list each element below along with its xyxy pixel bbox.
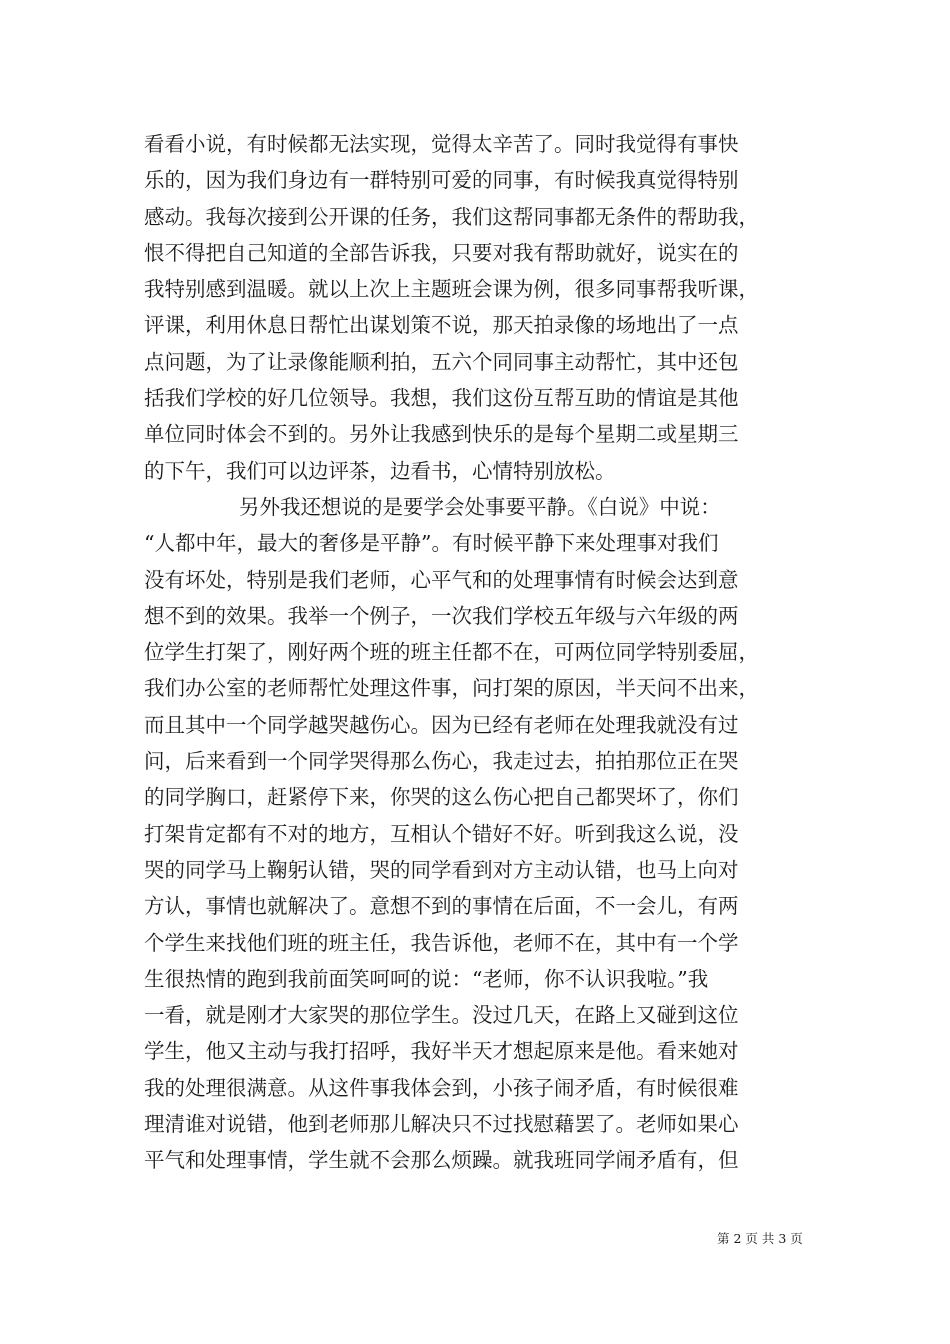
text-line: 位学生打架了，刚好两个班的班主任都不在，可两位同学特别委屈， [144,640,759,665]
text-line: 平气和处理事情，学生就不会那么烦躁。就我班同学闹矛盾有，但 [144,1148,739,1173]
text-line: 评课，利用休息日帮忙出谋划策不说，那天拍录像的场地出了一点 [144,313,739,338]
text-line: 个学生来找他们班的班主任，我告诉他，老师不在，其中有一个学 [144,930,739,955]
text-line: 我特别感到温暖。就以上次上主题班会课为例，很多同事帮我听课， [144,277,759,302]
text-line: “人都中年，最大的奢侈是平静”。有时候平静下来处理事对我们 [144,531,719,556]
text-line: 恨不得把自己知道的全部告诉我，只要对我有帮助就好，说实在的 [144,240,739,265]
text-line: 我的处理很满意。从这件事我体会到，小孩子闹矛盾，有时候很难 [144,1075,739,1100]
text-line: 学生，他又主动与我打招呼，我好半天才想起原来是他。看来她对 [144,1039,739,1064]
text-line: 理清谁对说错，他到老师那儿解决只不过找慰藉罢了。老师如果心 [144,1112,739,1137]
text-line: 生很热情的跑到我前面笑呵呵的说：“老师，你不认识我啦。”我 [144,966,709,991]
text-line: 一看，就是刚才大家哭的那位学生。没过几天，在路上又碰到这位 [144,1003,739,1028]
text-line: 乐的，因为我们身边有一群特别可爱的同事，有时候我真觉得特别 [144,168,739,193]
text-line: 看看小说，有时候都无法实现，觉得太辛苦了。同时我觉得有事快 [144,132,739,156]
text-line: 没有坏处，特别是我们老师，心平气和的处理事情有时候会达到意 [144,567,739,592]
page-number-footer: 第 2 页 共 3 页 [717,1231,803,1246]
text-line: 方认，事情也就解决了。意想不到的事情在后面，不一会儿，有两 [144,894,739,919]
text-line: 打架肯定都有不对的地方，互相认个错好不好。听到我这么说，没 [144,821,739,846]
text-line: 问，后来看到一个同学哭得那么伤心，我走过去，拍拍那位正在哭 [144,749,739,774]
text-line: 括我们学校的好几位领导。我想，我们这份互帮互助的情谊是其他 [144,386,739,411]
body-text [144,126,806,1179]
text-line: 的下午，我们可以边评茶，边看书，心情特别放松。 [144,458,616,483]
paragraph-start-line: 另外我还想说的是要学会处事要平静。《白说》中说： [239,494,721,519]
text-line: 而且其中一个同学越哭越伤心。因为已经有老师在处理我就没有过 [144,712,739,737]
text-line: 感动。我每次接到公开课的任务，我们这帮同事都无条件的帮助我， [144,204,759,229]
text-line: 点问题，为了让录像能顺利拍，五六个同同事主动帮忙，其中还包 [144,349,739,374]
text-line: 我们办公室的老师帮忙处理这件事，问打架的原因，半天问不出来， [144,676,759,701]
text-line: 单位同时体会不到的。另外让我感到快乐的是每个星期二或星期三 [144,422,739,447]
text-line: 想不到的效果。我举一个例子，一次我们学校五年级与六年级的两 [144,603,739,628]
text-line: 的同学胸口，赶紧停下来，你哭的这么伤心把自己都哭坏了，你们 [144,785,739,810]
text-line: 哭的同学马上鞠躬认错，哭的同学看到对方主动认错，也马上向对 [144,857,739,882]
